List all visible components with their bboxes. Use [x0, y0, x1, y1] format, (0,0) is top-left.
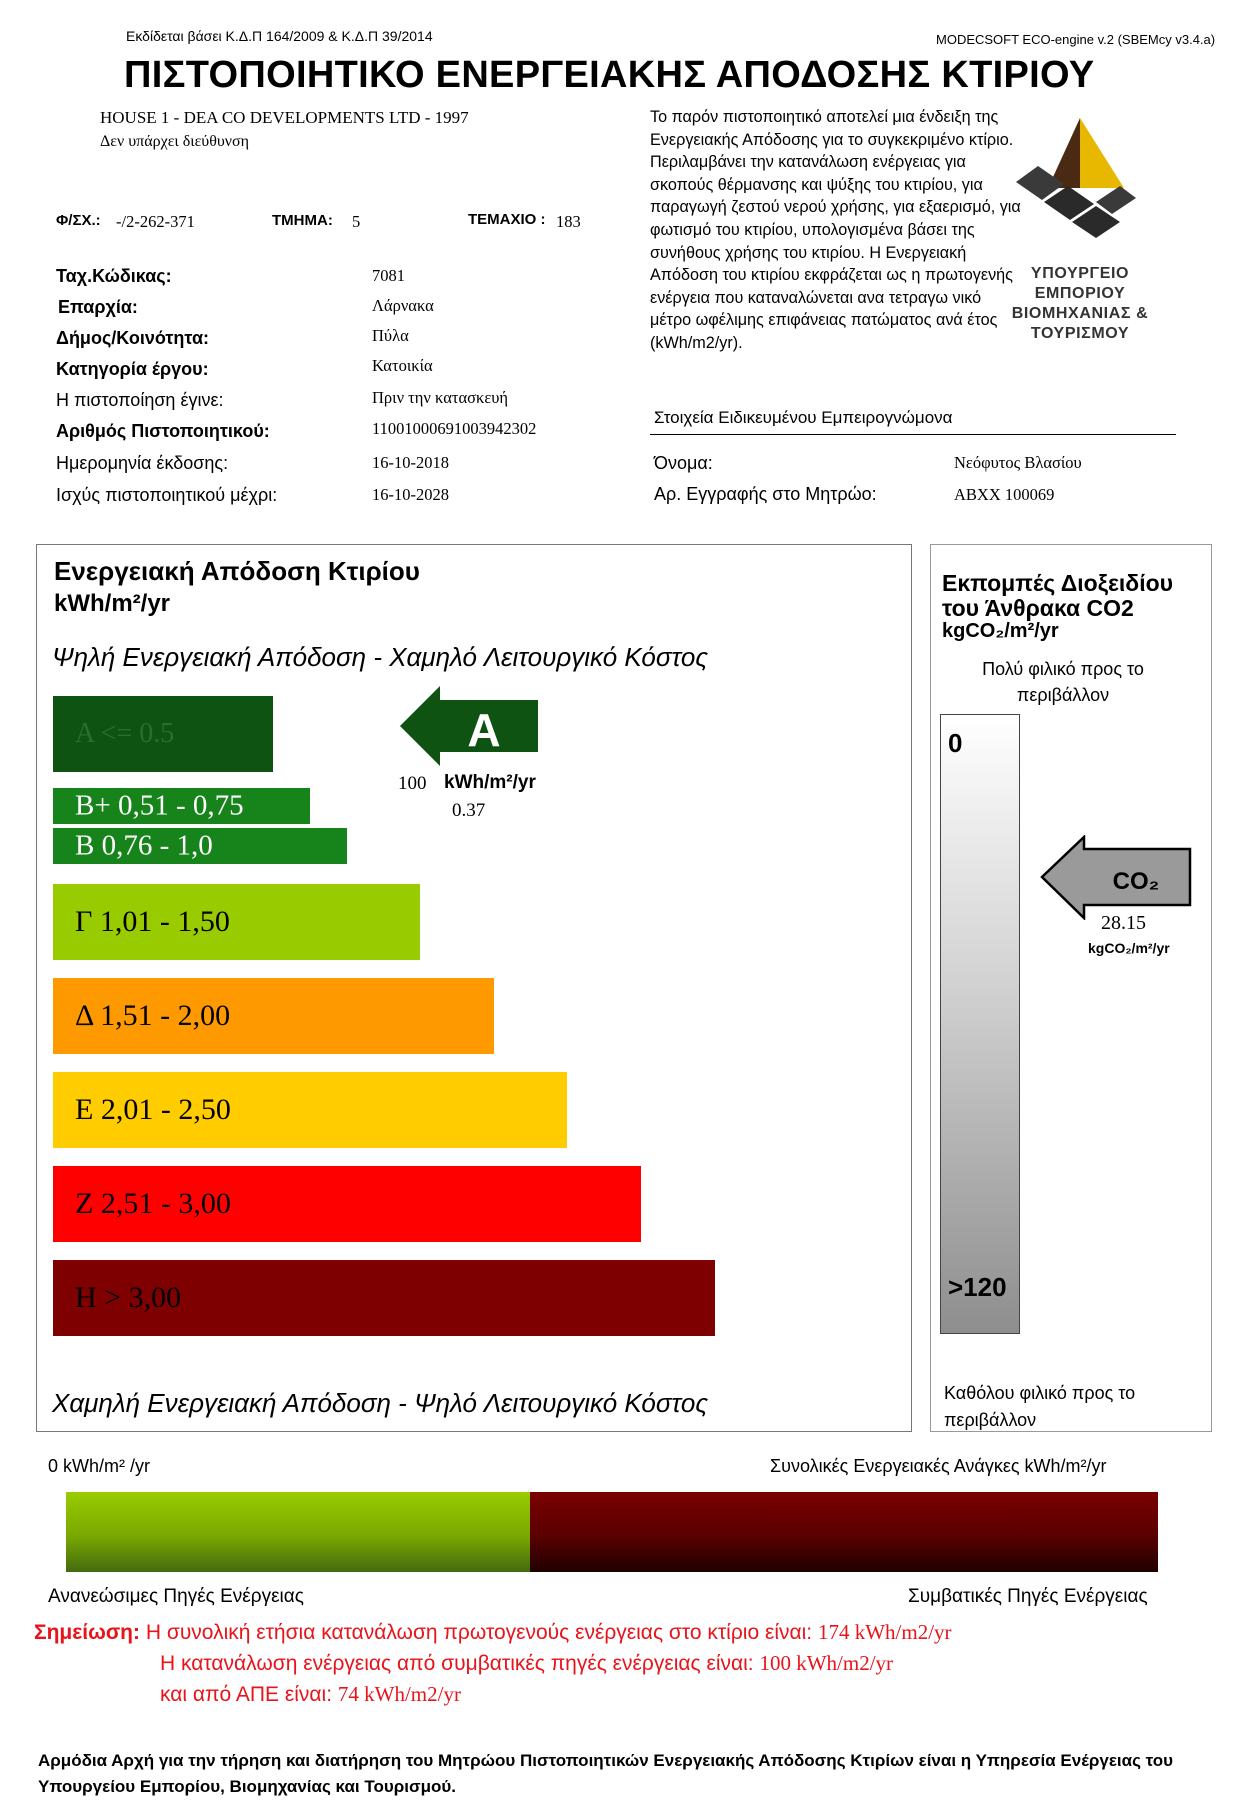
co2-scale-max: >120: [948, 1272, 1007, 1302]
band-b-plus: [53, 788, 310, 824]
energy-panel-title: Ενεργειακή Απόδοση Κτιρίου: [54, 556, 420, 586]
cert-stage-value: Πριν την κατασκευή: [372, 388, 509, 407]
co2-value-unit: kgCO₂/m²/yr: [1088, 940, 1170, 956]
valid-until-value: 16-10-2028: [372, 485, 449, 504]
section-label: ΤΜΗΜΑ:: [272, 212, 333, 229]
expert-section-title: Στοιχεία Ειδικευμένου Εμπειρογνώμονα: [654, 408, 953, 427]
plot-value: 183: [556, 212, 581, 231]
band-a: [53, 696, 273, 772]
conventional-segment: [530, 1492, 1158, 1572]
low-performance-label: Χαμηλή Ενεργειακή Απόδοση - Ψηλό Λειτουργικό Κόστος: [52, 1388, 709, 1418]
valid-until-label: Ισχύς πιστοποιητικού μέχρι:: [56, 485, 278, 505]
renewable-label: Ανανεώσιμες Πηγές Ενέργειας: [48, 1586, 304, 1607]
sheet-label: Φ/ΣΧ.:: [56, 212, 101, 229]
split-zero-label: 0 kWh/m² /yr: [48, 1456, 150, 1476]
sheet-value: -/2-262-371: [116, 212, 195, 231]
municipality-value: Πύλα: [372, 326, 409, 345]
issue-date-label: Ημερομηνία έκδοσης:: [56, 453, 229, 473]
band-b: [53, 828, 347, 864]
authority-footer: Αρμόδια Αρχή για την τήρηση και διατήρηση του Μητρώου Πιστοποιητικών Ενεργειακής Απόδοσης Κτιρίων είναι η Υπηρεσία Ενέργειας του Υπουργείου Εμπορίου, Βιομηχανίας και Τουρισμού.: [38, 1751, 1174, 1796]
expert-reg-label: Αρ. Εγγραφής στο Μητρώο:: [654, 484, 877, 504]
high-performance-label: Ψηλή Ενεργειακή Απόδοση - Χαμηλό Λειτουργικό Κόστος: [52, 642, 709, 672]
category-label: Κατηγορία έργου:: [56, 359, 209, 379]
energy-source-split-bar: [66, 1492, 1158, 1572]
band-h: [53, 1260, 715, 1336]
note-line1-text: Η συνολική ετήσια κατανάλωση πρωτογενούς ενέργειας στο κτίριο είναι:: [145, 1621, 813, 1644]
band-z-label: Z 2,51 - 3,00: [75, 1187, 231, 1220]
co2-title-line1: Εκπομπές Διοξειδίου: [942, 570, 1174, 596]
rating-ratio-value: 0.37: [452, 800, 486, 821]
energy-panel-unit: kWh/m²/yr: [54, 590, 171, 617]
rating-arrow-icon: [400, 686, 540, 766]
band-gamma-label: Γ 1,01 - 1,50: [75, 905, 230, 938]
co2-value: 28.15: [1101, 912, 1146, 934]
ministry-name: ΥΠΟΥΡΓΕΙΟ ΕΜΠΟΡΙΟΥ ΒΙΟΜΗΧΑΝΙΑΣ & ΤΟΥΡΙΣΜΟΥ: [1011, 265, 1149, 342]
expert-name-label: Όνομα:: [654, 453, 713, 473]
co2-title-unit: kgCO₂/m²/yr: [942, 620, 1059, 642]
district-label: Επαρχία:: [58, 297, 138, 317]
note-heading: Σημείωση:: [34, 1621, 141, 1644]
rating-primary-value: 100: [398, 773, 427, 794]
co2-gradient-scale: [940, 714, 1020, 1334]
note-line2-value: 100 kWh/m2/yr: [759, 1651, 894, 1675]
co2-not-friendly-label: Καθόλου φιλικό προς το περιβάλλον: [944, 1383, 1136, 1430]
expert-divider: [650, 434, 1176, 435]
co2-scale-min: 0: [948, 728, 963, 758]
cert-number-value: 11001000691003942302: [372, 419, 537, 438]
software-version-text: MODECSOFT ECO-engine v.2 (SBEMcy v3.4.a): [936, 32, 1216, 47]
category-value: Κατοικία: [372, 356, 433, 375]
renewable-segment: [66, 1492, 530, 1572]
band-gamma: [53, 884, 420, 960]
expert-reg-value: ABXX 100069: [954, 485, 1055, 504]
note-line1-value: 174 kWh/m2/yr: [817, 1620, 952, 1644]
cert-stage-label: Η πιστοποίηση έγινε:: [56, 390, 224, 410]
building-address: Δεν υπάρχει διεύθυνση: [100, 133, 250, 150]
co2-arrow-label: CO₂: [1112, 868, 1160, 895]
band-b-plus-label: B+ 0,51 - 0,75: [75, 789, 244, 822]
postcode-label: Ταχ.Κώδικας:: [56, 266, 172, 286]
cert-number-label: Αριθμός Πιστοποιητικού:: [56, 421, 270, 441]
band-delta: [53, 978, 494, 1054]
building-owner: HOUSE 1 - DEA CO DEVELOPMENTS LTD - 1997: [100, 108, 469, 127]
note-line3: [160, 1682, 461, 1707]
postcode-value: 7081: [372, 266, 405, 285]
band-e: [53, 1072, 567, 1148]
ministry-logo-icon: [1016, 116, 1136, 240]
plot-label: ΤΕΜΑΧΙΟ :: [468, 211, 546, 228]
note-line3-text: και από ΑΠΕ είναι:: [160, 1683, 333, 1706]
legal-basis-text: Εκδίδεται βάσει Κ.Δ.Π 164/2009 & Κ.Δ.Π 39/2014: [126, 28, 433, 44]
band-h-label: H > 3,00: [75, 1281, 182, 1314]
band-e-label: E 2,01 - 2,50: [75, 1093, 231, 1126]
band-delta-label: Δ 1,51 - 2,00: [75, 999, 231, 1032]
band-a-label: A <= 0.5: [75, 718, 175, 749]
issue-date-value: 16-10-2018: [372, 453, 449, 472]
band-b-label: B 0,76 - 1,0: [75, 829, 213, 862]
rating-unit: kWh/m²/yr: [444, 772, 536, 793]
section-value: 5: [352, 212, 361, 231]
note-line2-text: Η κατανάλωση ενέργειας από συμβατικές πηγές ενέργειας είναι:: [160, 1652, 754, 1675]
co2-title-line2: του Άνθρακα CO2: [942, 595, 1134, 621]
note-line3-value: 74 kWh/m2/yr: [337, 1682, 461, 1706]
note-line2: [160, 1651, 893, 1676]
rating-letter: A: [467, 704, 501, 756]
district-value: Λάρνακα: [372, 296, 434, 315]
municipality-label: Δήμος/Κοινότητα:: [56, 328, 210, 348]
page-title: ΠΙΣΤΟΠΟΙΗΤΙΚΟ ΕΝΕΡΓΕΙΑΚΗΣ ΑΠΟΔΟΣΗΣ ΚΤΙΡΙΟΥ: [124, 54, 1095, 96]
band-z: [53, 1166, 641, 1242]
co2-friendly-label: Πολύ φιλικό προς το περιβάλλον: [982, 659, 1144, 705]
co2-arrow-icon: [1040, 835, 1192, 920]
certificate-intro-text: Το παρόν πιστοποιητικό αποτελεί μια ένδειξη της Ενεργειακής Απόδοσης για το συγκεκριμένο κτίριο. Περιλαμβάνει την κατανάλωση ενέργειας για σκοπούς θέρμανσης και ψύξης του κτιρίου, για παραγωγή ζεστού νερού χρήσης, για εξαερισμό, για φωτισμό του κτιρίου, υπολογισμένα βάσει της συνήθους χρήσης του κτιρίου. Η Ενεργειακή Απόδοση του κτιρίου εκφράζεται ως η πρωτογενής ενέργεια που καταναλώνεται ανα τετραγω νικό μέτρο ωφέλιμης επιφάνειας πατώματος ανά έτος (kWh/m2/yr).: [650, 108, 1021, 352]
split-total-label: Συνολικές Ενεργειακές Ανάγκες kWh/m²/yr: [770, 1456, 1107, 1476]
conventional-label: Συμβατικές Πηγές Ενέργειας: [908, 1586, 1148, 1607]
expert-name-value: Νεόφυτος Βλασίου: [954, 453, 1082, 472]
note-line1: [34, 1620, 952, 1645]
